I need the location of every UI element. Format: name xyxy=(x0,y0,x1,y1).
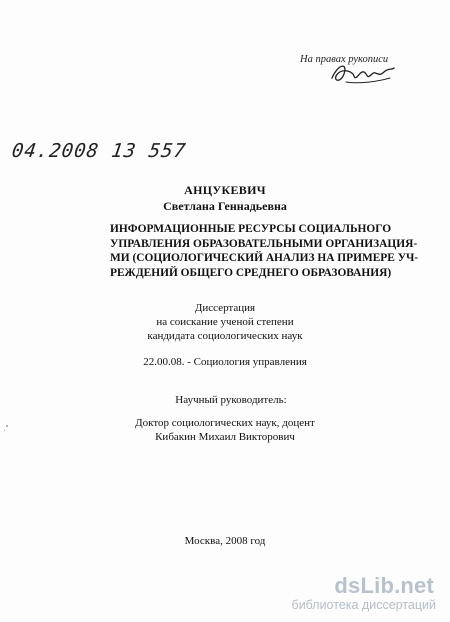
dissertation-type xyxy=(0,301,450,343)
author-given-names: Светлана Геннадьевна xyxy=(163,199,287,213)
dissertation-line: кандидата социологических наук xyxy=(147,330,303,342)
registration-number: 04.2008 13 557 xyxy=(10,140,188,162)
city-year: Москва, 2008 год xyxy=(184,535,266,547)
author-surname: АНЦУКЕВИЧ xyxy=(184,183,266,197)
advisor-label: Научный руководитель: xyxy=(175,394,287,406)
dslib-logo: dsLib.net xyxy=(334,573,434,598)
scan-speck xyxy=(4,430,5,431)
dissertation-line: на соискание ученой степени xyxy=(156,316,294,328)
advisor-degree: Доктор социологических наук, доцент xyxy=(135,417,315,429)
dslib-tagline: библиотека диссертаций xyxy=(291,598,436,612)
handwritten-signature xyxy=(328,60,398,88)
advisor-info xyxy=(0,416,450,444)
rights-note: На правах рукописи xyxy=(300,54,389,65)
title-line: ИНФОРМАЦИОННЫЕ РЕСУРСЫ СОЦИАЛЬНОГО xyxy=(110,223,392,235)
dissertation-title xyxy=(110,222,419,280)
title-line: МИ (СОЦИОЛОГИЧЕСКИЙ АНАЛИЗ НА ПРИМЕРЕ УЧ- xyxy=(110,252,419,264)
advisor-name: Кибакин Михаил Викторович xyxy=(155,431,295,443)
title-line: РЕЖДЕНИЙ ОБЩЕГО СРЕДНЕГО ОБРАЗОВАНИЯ) xyxy=(110,266,392,279)
dissertation-line: Диссертация xyxy=(194,302,256,314)
scan-speck xyxy=(6,425,8,427)
specialty-code: 22.00.08. - Социология управления xyxy=(143,356,307,368)
title-line: УПРАВЛЕНИЯ ОБРАЗОВАТЕЛЬНЫМИ ОРГАНИЗАЦИЯ- xyxy=(110,237,418,250)
